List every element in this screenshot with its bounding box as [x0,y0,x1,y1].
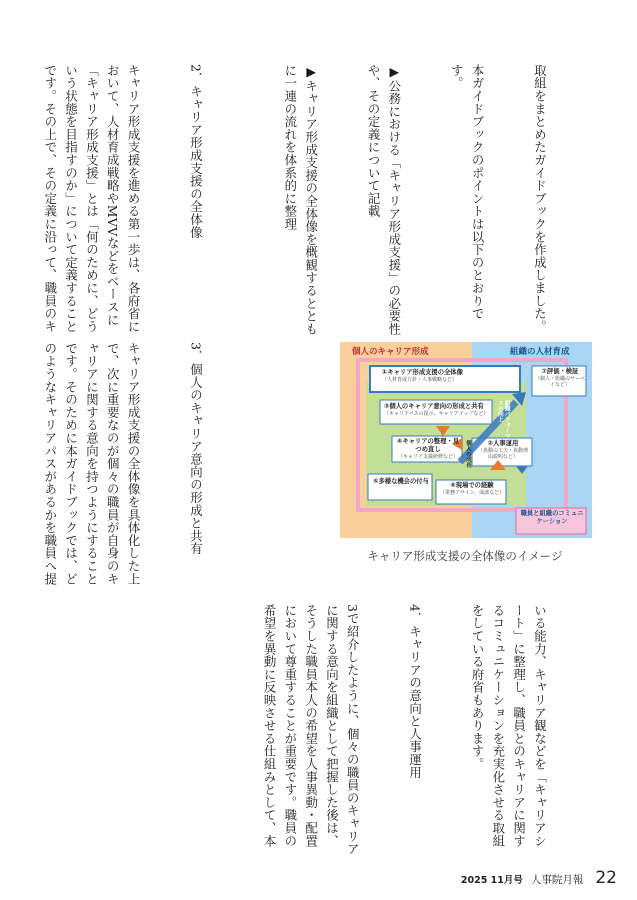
section-heading: 4．キャリアの意向と人事運用 [407,604,423,779]
text-column-top-left [37,64,247,336]
figure-item-1-sub: （人材育成方針・人事戦略など） [382,376,458,383]
figure-item-7-label: ⑦評価・検証 [541,368,579,375]
figure-item-2-label: ②人事運用 [487,440,519,447]
figure-caption: キャリア形成支援の全体像のイメージ [367,549,563,563]
paragraph: 本ガイドブックのポイントは以下のとおりです。 [449,64,486,320]
paragraph: 取組をまとめたガイドブックを作成しました。 [532,64,548,333]
bullet-item: ▶キャリア形成支援の全体像を概観するとともに一連の流れを体系的に整理 [282,64,319,336]
figure-item-5: ⑤多様な機会の付与 [373,478,429,485]
figure-item-4-label: ④キャリアの整理・見つめ直し [396,438,459,453]
figure-item-7-sub: （個人・組織のサーベイなど） [535,375,586,389]
figure-item-4 [396,438,460,460]
page-number: 22 [595,868,617,888]
figure-item-1-label: ①キャリア形成支援の全体像 [382,369,463,376]
paragraph: キャリア形成支援を進める第一歩は、各府省において、人材育成戦略やMVVなどをベースに「キャリア形成支援」とは「何のために、どういう状態を目指すのか」について定義することです。その上で、その定義に沿って、職員のキ [42,64,142,333]
text-column-middle-left [37,342,247,592]
section-heading: 3．個人のキャリア意向の形成と共有 [188,342,204,556]
figure-item-6-sub: （業務アサイン、面談など） [440,489,505,496]
figure-left-title: 個人のキャリア形成 [352,347,429,357]
figure-item-6 [440,482,504,496]
figure-item-2-sub: （異動の工夫・異動理由説明など） [477,447,528,461]
paragraph: キャリア形成支援の全体像を具体化した上で、次に重要なのが個々の職員が自身のキャリアに関する意向を持つようにすることです。そのために本ガイドブックでは、どのようなキャリアパスがあるかを職員へ提 [42,342,142,586]
text-column-bottom-right [261,604,591,856]
issue-date: 2025 11月号 [460,875,523,886]
text-column-top-right [261,64,591,336]
section-heading: 2．キャリア形成支援の全体像 [188,64,204,239]
figure-diagonal-label: 組織パフォーマンスの向上 [496,400,510,444]
figure-item-3-label: ③個人のキャリア意向の形成と共有 [384,403,484,410]
figure-vertical-label: 個人の成長 [464,440,471,468]
figure-item-6-label: ⑥現場での経験 [450,482,494,489]
figure-item-3-sub: （キャリアパスの提示、キャリアマップなど） [384,410,489,417]
career-support-figure [340,342,592,538]
figure-item-4-sub: （キャリア支援研修など） [397,453,458,460]
bullet-item: ▶公務における「キャリア形成支援」の必要性や、その定義について記載 [366,64,402,336]
page-footer [461,868,617,888]
figure-right-title: 組織の人材育成 [510,347,570,357]
figure-item-8: 職員と組織のコミュニケーション [520,510,584,525]
figure-item-1 [382,369,518,383]
paragraph: 3で紹介したように、個々の職員のキャリアに関する意向を組織として把握した後は、そうした職員本人の希望を人事異動・配置において尊重することが重要です。職員の希望を異動に反映させる仕組みとして、本 [262,604,361,856]
paragraph: いる能力、キャリア観などを「キャリアシート」に整理し、職員とのキャリアに関するコミュニケーションを充実化させる取組をしている府省もあります。 [470,604,548,848]
figure-item-3 [384,403,492,417]
figure-item-7 [535,368,585,388]
magazine-name: 人事院月報 [530,874,584,886]
